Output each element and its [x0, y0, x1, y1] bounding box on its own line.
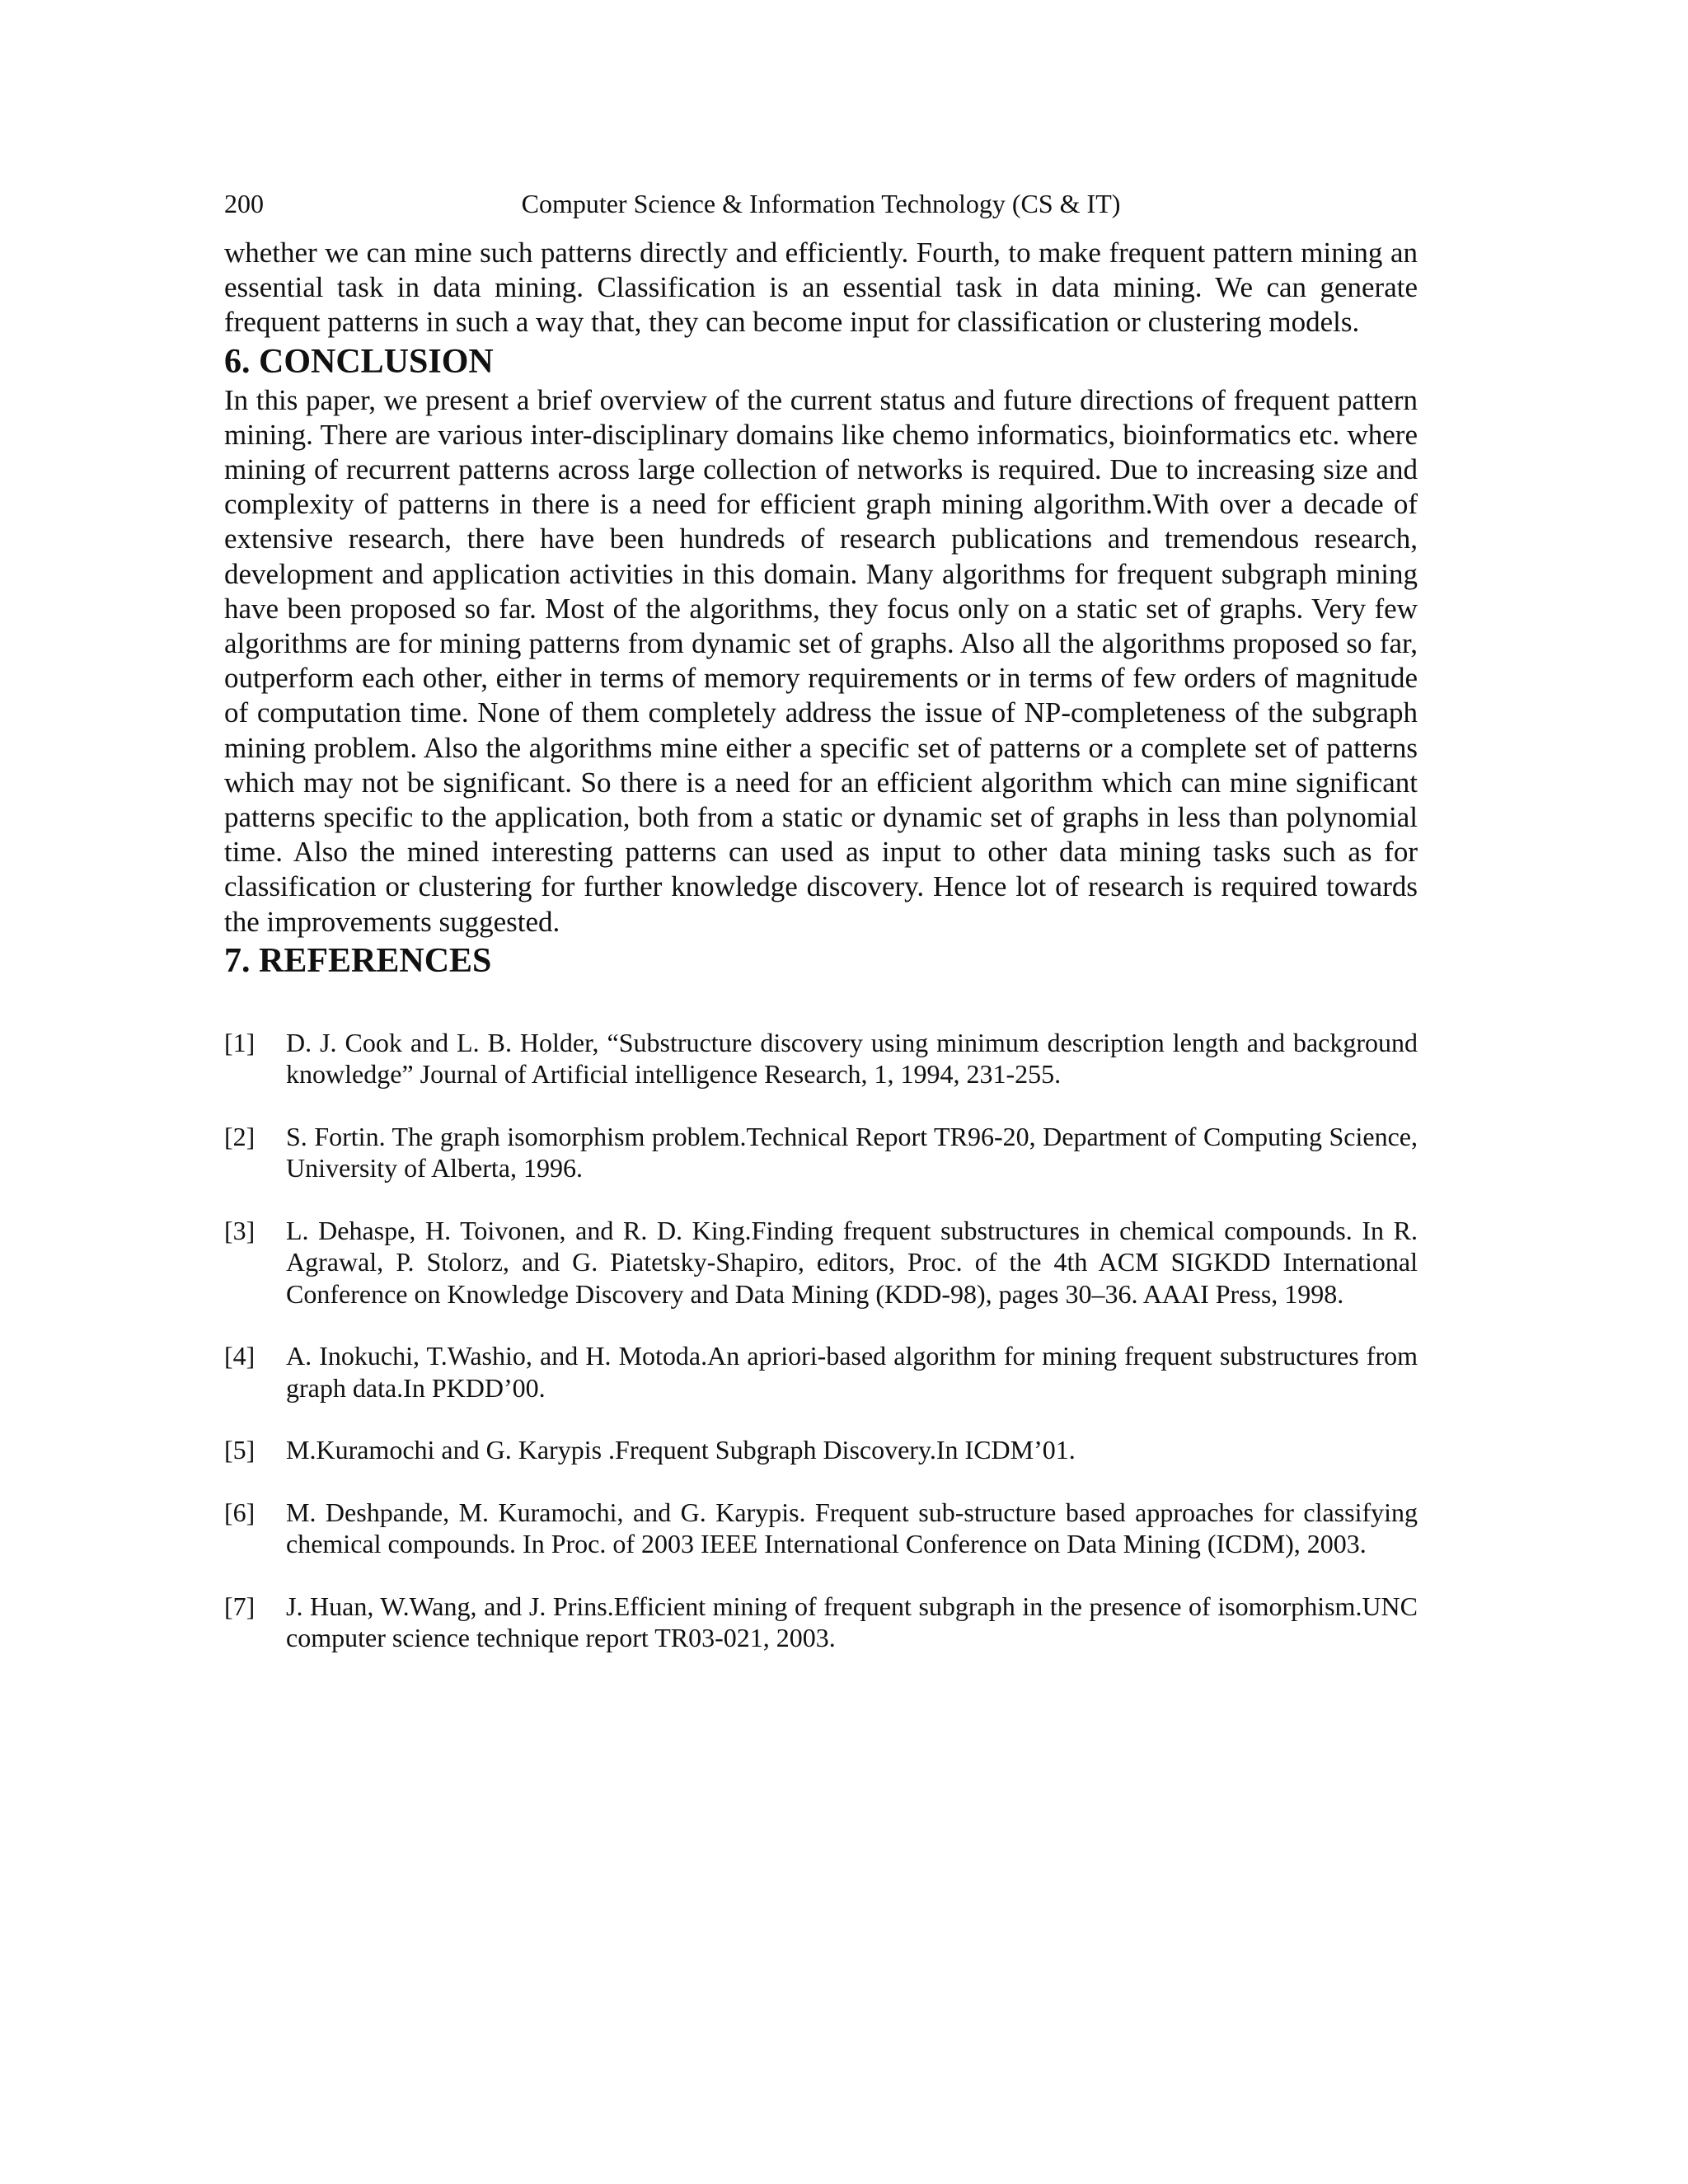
reference-item: [224, 1121, 1418, 1184]
reference-text: M. Deshpande, M. Kuramochi, and G. Karypis. Frequent sub-structure based approaches for classifying chemical compounds. In Proc. of 2003 IEEE International Conference on Data Mining (ICDM), 2003.: [286, 1497, 1418, 1559]
conclusion-paragraph: In this paper, we present a brief overview of the current status and future directions of frequent pattern mining. There are various inter-disciplinary domains like chemo informatics, bioinformatics etc. where mining of recurrent patterns across large collection of networks is required. Due to increasing size and complexity of patterns in there is a need for efficient graph mining algorithm.With over a decade of extensive research, there have been hundreds of research publications and tremendous research, development and application activities in this domain. Many algorithms for frequent subgraph mining have been proposed so far. Most of the algorithms, they focus only on a static set of graphs. Very few algorithms are for mining patterns from dynamic set of graphs. Also all the algorithms proposed so far, outperform each other, either in terms of memory requirements or in terms of few orders of magnitude of computation time. None of them completely address the issue of NP-completeness of the subgraph mining problem. Also the algorithms mine either a specific set of patterns or a complete set of patterns which may not be significant. So there is a need for an efficient algorithm which can mine significant patterns specific to the application, both from a static or dynamic set of graphs in less than polynomial time. Also the mined interesting patterns can used as input to other data mining tasks such as for classification or clustering for further knowledge discovery. Hence lot of research is required towards the improvements suggested.: [224, 383, 1418, 938]
reference-number: [3]: [224, 1215, 256, 1245]
journal-title: Computer Science & Information Technology (CS & IT): [521, 189, 1121, 218]
reference-text: D. J. Cook and L. B. Holder, “Substructure discovery using minimum description length and background knowledge” Journal of Artificial intelligence Research, 1, 1994, 231-255.: [286, 1027, 1418, 1090]
reference-number: [5]: [224, 1435, 256, 1465]
section-title-conclusion: ONCLUSION: [284, 342, 494, 381]
reference-number: [6]: [224, 1497, 256, 1527]
page-content: [224, 236, 1418, 1685]
reference-number: [7]: [224, 1591, 256, 1621]
intro-paragraph: whether we can mine such patterns directly and efficiently. Fourth, to make frequent pattern mining an essential task in data mining. Classification is an essential task in data mining. We can generate frequent patterns in such a way that, they can become input for classification or clustering models.: [224, 237, 1418, 339]
reference-item: [224, 1434, 1418, 1466]
reference-number: [4]: [224, 1341, 256, 1371]
page-number: 200: [224, 189, 264, 218]
section-heading-references: 7. REFERENCES: [224, 941, 492, 980]
reference-text: L. Dehaspe, H. Toivonen, and R. D. King.Finding frequent substructures in chemical compounds. In R. Agrawal, P. Stolorz, and G. Piatetsky-Shapiro, editors, Proc. of the 4th ACM SIGKDD International Conference on Knowledge Discovery and Data Mining (KDD-98), pages 30–36. AAAI Press, 1998.: [286, 1215, 1418, 1309]
reference-text: M.Kuramochi and G. Karypis .Frequent Subgraph Discovery.In ICDM’01.: [286, 1435, 1076, 1465]
section-number-conclusion: 6. C: [224, 342, 284, 381]
running-header: [224, 183, 1418, 224]
reference-list: [224, 1027, 1418, 1654]
reference-number: [1]: [224, 1027, 256, 1057]
reference-item: [224, 1497, 1418, 1560]
reference-item: [224, 1591, 1418, 1654]
reference-text: S. Fortin. The graph isomorphism problem.Technical Report TR96-20, Department of Computing Science, University of Alberta, 1996.: [286, 1121, 1418, 1183]
section-heading-conclusion: [224, 340, 1418, 383]
reference-item: [224, 1215, 1418, 1310]
reference-number: [2]: [224, 1121, 256, 1151]
reference-text: A. Inokuchi, T.Washio, and H. Motoda.An apriori-based algorithm for mining frequent substructures from graph data.In PKDD’00.: [286, 1341, 1418, 1403]
reference-text: J. Huan, W.Wang, and J. Prins.Efficient mining of frequent subgraph in the presence of isomorphism.UNC computer science technique report TR03-021, 2003.: [286, 1591, 1418, 1653]
reference-item: [224, 1340, 1418, 1404]
reference-item: [224, 1027, 1418, 1090]
